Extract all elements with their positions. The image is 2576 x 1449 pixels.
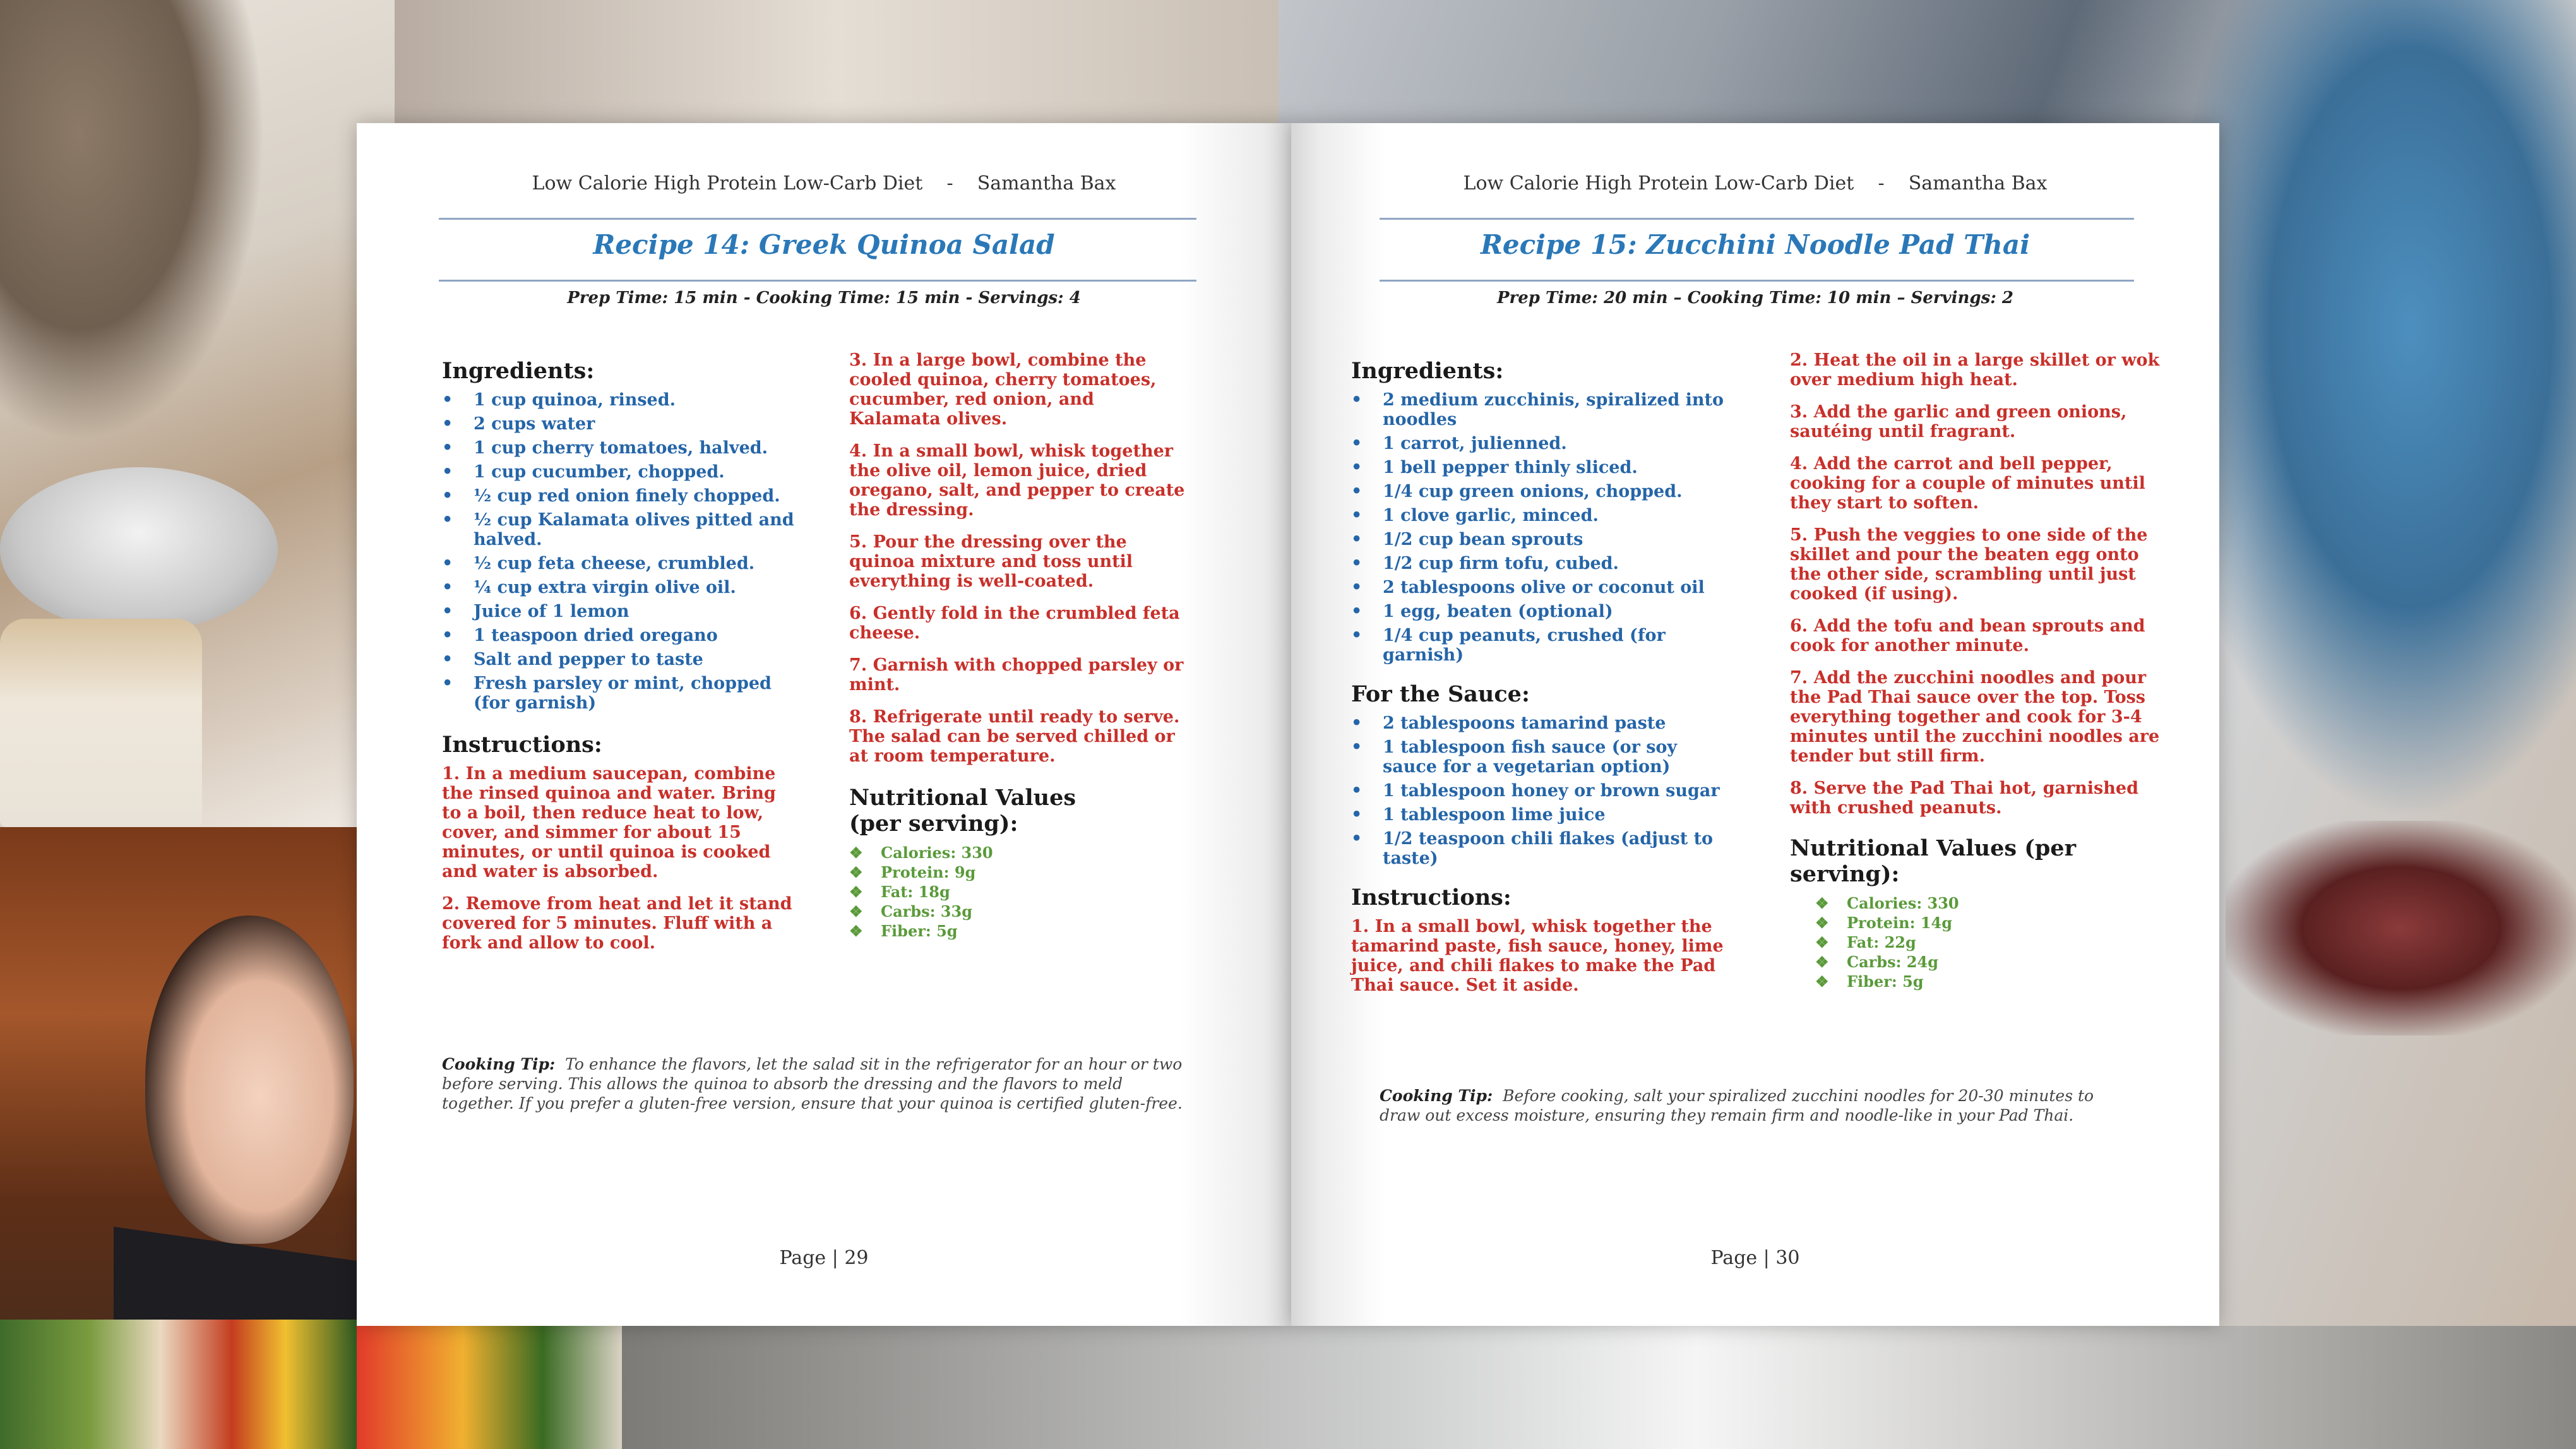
instruction-step: 2. Heat the oil in a large skillet or wok over medium high heat.	[1790, 350, 2160, 390]
title-rule	[1380, 280, 2134, 282]
book-title: Low Calorie High Protein Low-Carb Diet	[1463, 172, 1854, 194]
list-item: ❖ Carbs: 24g	[1815, 953, 1938, 971]
list-item: • 1 carrot, julienned.	[1351, 434, 1730, 453]
list-item: • 1 tablespoon lime juice	[1351, 805, 1730, 825]
background-bowl	[0, 467, 278, 631]
instructions-heading: Instructions:	[442, 732, 602, 758]
list-item: • 1/2 cup firm tofu, cubed.	[1351, 554, 1730, 573]
list-item: • ½ cup Kalamata olives pitted and halved.	[442, 510, 796, 549]
cooking-tip	[1380, 1086, 2137, 1125]
instruction-step: 6. Add the tofu and bean sprouts and cook for another minute.	[1790, 616, 2145, 655]
diamond-bullet-icon: ❖	[849, 883, 863, 901]
diamond-bullet-icon: ❖	[849, 863, 863, 881]
right-column	[1790, 350, 2169, 991]
instruction-step: 7. Garnish with chopped parsley or mint.	[849, 655, 1184, 695]
ingredients-heading: Ingredients:	[442, 358, 595, 384]
diamond-bullet-icon: ❖	[849, 902, 863, 921]
list-item: • 1 clove garlic, minced.	[1351, 506, 1730, 525]
list-item: • Fresh parsley or mint, chopped (for garnish)	[442, 674, 796, 713]
tip-label: Cooking Tip:	[442, 1055, 556, 1073]
header-separator: -	[1878, 172, 1885, 194]
sauce-list	[1351, 713, 1730, 868]
running-header	[357, 172, 1291, 194]
instruction-step: 8. Serve the Pad Thai hot, garnished with crushed peanuts.	[1790, 778, 2138, 818]
nutrition-heading: Nutritional Values (per serving):	[1790, 835, 2077, 887]
list-item: • Juice of 1 lemon	[442, 602, 796, 621]
instruction-step: 6. Gently fold in the crumbled feta cheese.	[849, 604, 1180, 643]
ingredients-heading: Ingredients:	[1351, 358, 1504, 384]
running-header	[1291, 172, 2219, 194]
background-person-shirt	[2162, 0, 2576, 821]
background-photo-vegetables	[357, 1326, 622, 1449]
list-item: ❖ Fat: 18g	[849, 883, 950, 901]
book-page-right	[1291, 123, 2219, 1326]
list-item: • 1 tablespoon fish sauce (or soy sauce for a vegetarian option)	[1351, 737, 1730, 777]
tip-label: Cooking Tip:	[1380, 1087, 1493, 1105]
tip-text: To enhance the flavors, let the salad sit in the refrigerator for an hour or two before serving. This allows the quinoa to absorb the dressing and the flavors to meld together. If you prefer a gluten-free version, ensure that your quinoa is certified gluten-free.	[442, 1055, 1183, 1112]
list-item: • ½ cup feta cheese, crumbled.	[442, 554, 796, 573]
instruction-step: 3. In a large bowl, combine the cooled quinoa, cherry tomatoes, cucumber, red onion, and Kalamata olives.	[849, 350, 1157, 429]
page-number: Page | 29	[779, 1247, 869, 1269]
list-item: ❖ Protein: 14g	[1815, 914, 1953, 932]
prep-line: Prep Time: 15 min - Cooking Time: 15 min - Servings: 4	[567, 289, 1081, 307]
list-item: • 1/2 cup bean sprouts	[1351, 530, 1730, 549]
list-item: • 2 tablespoons olive or coconut oil	[1351, 578, 1730, 597]
prep-line: Prep Time: 20 min – Cooking Time: 10 min – Servings: 2	[1497, 289, 2013, 307]
diamond-bullet-icon: ❖	[1815, 914, 1829, 932]
left-column	[442, 358, 796, 965]
nutrition-heading: Nutritional Values (per serving):	[849, 785, 1076, 837]
author-name: Samantha Bax	[977, 172, 1116, 194]
list-item: • ½ cup red onion finely chopped.	[442, 486, 796, 506]
list-item: • 1 cup cucumber, chopped.	[442, 462, 796, 482]
diamond-bullet-icon: ❖	[1815, 953, 1829, 971]
list-item: • ¼ cup extra virgin olive oil.	[442, 578, 796, 597]
list-item: ❖ Protein: 9g	[849, 863, 976, 881]
ingredients-list	[1351, 390, 1730, 665]
title-rule	[439, 280, 1196, 282]
background-photo-kitchen	[0, 0, 395, 827]
instruction-step: 3. Add the garlic and green onions, sautéing until fragrant.	[1790, 402, 2127, 441]
list-item: • 1 cup quinoa, rinsed.	[442, 390, 796, 410]
instructions-heading: Instructions:	[1351, 885, 1512, 910]
list-item: • 1 teaspoon dried oregano	[442, 626, 796, 645]
header-separator: -	[946, 172, 953, 194]
left-column	[1351, 358, 1730, 1008]
list-item: ❖ Fiber: 5g	[849, 922, 958, 940]
list-item: ❖ Calories: 330	[1815, 894, 1959, 912]
list-item: • 2 cups water	[442, 414, 796, 434]
diamond-bullet-icon: ❖	[849, 844, 863, 862]
background-photo-counter	[622, 1326, 2576, 1449]
list-item: • 1 bell pepper thinly sliced.	[1351, 458, 1730, 477]
list-item: ❖ Calories: 330	[849, 844, 993, 862]
diamond-bullet-icon: ❖	[1815, 933, 1829, 951]
list-item: ❖ Carbs: 33g	[849, 902, 972, 921]
list-item: • 2 tablespoons tamarind paste	[1351, 713, 1730, 733]
list-item: ❖ Fiber: 5g	[1815, 972, 1924, 991]
instruction-step: 2. Remove from heat and let it stand covered for 5 minutes. Fluff with a fork and allow to cool.	[442, 894, 792, 953]
nutrition-list	[1815, 893, 2169, 991]
diamond-bullet-icon: ❖	[1815, 972, 1829, 991]
list-item: • 1 tablespoon honey or brown sugar	[1351, 781, 1730, 801]
background-person-arm	[0, 0, 265, 442]
background-woman	[145, 915, 354, 1244]
list-item: • 2 medium zucchinis, spiralized into noodles	[1351, 390, 1730, 429]
header-rule	[1380, 218, 2134, 220]
list-item: • 1 cup cherry tomatoes, halved.	[442, 438, 796, 458]
instruction-step: 4. Add the carrot and bell pepper, cooking for a couple of minutes until they start to soften.	[1790, 454, 2145, 513]
diamond-bullet-icon: ❖	[849, 922, 863, 940]
nutrition-list	[849, 843, 1190, 941]
right-column	[849, 350, 1190, 941]
list-item: • 1/4 cup green onions, chopped.	[1351, 482, 1730, 501]
instruction-step: 1. In a small bowl, whisk together the tamarind paste, fish sauce, honey, lime juice, and chili flakes to make the Pad Thai sauce. Set it aside.	[1351, 917, 1724, 995]
cooking-tip	[442, 1054, 1196, 1113]
list-item: • Salt and pepper to taste	[442, 650, 796, 669]
instruction-step: 4. In a small bowl, whisk together the olive oil, lemon juice, dried oregano, salt, and pepper to create the dressing.	[849, 441, 1185, 520]
instruction-step: 8. Refrigerate until ready to serve. The salad can be served chilled or at room temperature.	[849, 707, 1180, 766]
book-page-left	[357, 123, 1291, 1326]
page-number: Page | 30	[1710, 1247, 1800, 1269]
background-photo-woman-reading	[0, 827, 357, 1449]
instruction-step: 5. Pour the dressing over the quinoa mixture and toss until everything is well-coated.	[849, 532, 1133, 591]
instruction-step: 5. Push the veggies to one side of the skillet and pour the beaten egg onto the other side, scrambling until just cooked (if using).	[1790, 525, 2148, 604]
instruction-step: 7. Add the zucchini noodles and pour the Pad Thai sauce over the top. Toss everything together and cook for 3-4 minutes until the zucchini noodles are tender but still firm.	[1790, 668, 2160, 766]
diamond-bullet-icon: ❖	[1815, 894, 1829, 912]
background-pan	[2226, 821, 2576, 1035]
list-item: • 1 egg, beaten (optional)	[1351, 602, 1730, 621]
header-rule	[439, 218, 1196, 220]
recipe-title: Recipe 14: Greek Quinoa Salad	[593, 229, 1055, 260]
background-jar	[0, 619, 202, 827]
instruction-step: 1. In a medium saucepan, combine the rinsed quinoa and water. Bring to a boil, then reduce heat to low, cover, and simmer for about 15 minutes, or until quinoa is cooked and water is absorbed.	[442, 764, 776, 881]
author-name: Samantha Bax	[1908, 172, 2048, 194]
background-photo-top	[395, 0, 1279, 123]
recipe-title: Recipe 15: Zucchini Noodle Pad Thai	[1480, 229, 2030, 260]
list-item: ❖ Fat: 22g	[1815, 933, 1916, 951]
list-item: • 1/4 cup peanuts, crushed (for garnish)	[1351, 626, 1730, 665]
ingredients-list	[442, 390, 796, 713]
book-title: Low Calorie High Protein Low-Carb Diet	[532, 172, 923, 194]
list-item: • 1/2 teaspoon chili flakes (adjust to taste)	[1351, 829, 1730, 868]
background-vegetables	[0, 1320, 357, 1449]
sauce-heading: For the Sauce:	[1351, 681, 1530, 707]
tip-text: Before cooking, salt your spiralized zucchini noodles for 20-30 minutes to draw out excess moisture, ensuring they remain firm and noodle-like in your Pad Thai.	[1380, 1087, 2094, 1124]
